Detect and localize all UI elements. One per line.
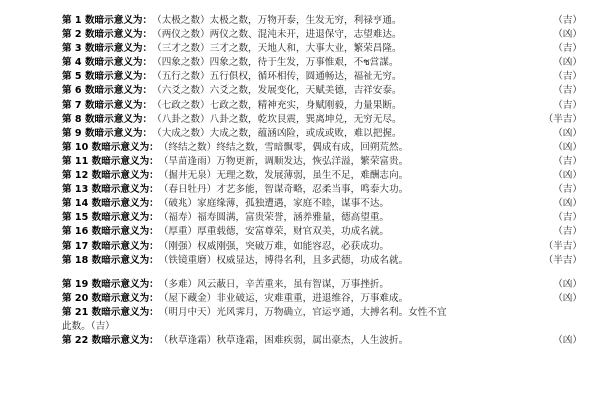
line-description: （六爻之数）六爻之数，发展变化，天赋美德，吉祥安泰。: [152, 85, 402, 97]
line-fortune-tag: （凶）: [553, 57, 582, 69]
text-line-continuation: 此数。（吉）: [62, 320, 115, 332]
line-fortune-tag: （凶）: [553, 29, 582, 41]
line-description: （屋下藏金）非业破运，灾难重重，进退维谷，万事难成。: [158, 292, 409, 304]
line-label: 第 1 数暗示意义为：: [62, 15, 153, 26]
line-description: （大成之数）大成之数，蕴涵凶险，或成或败，难以把握。: [152, 127, 402, 139]
line-label: 第 9 数暗示意义为：: [62, 127, 153, 139]
line-fortune-tag: （凶）: [553, 198, 582, 210]
line-fortune-tag: （吉）: [553, 212, 582, 224]
line-fortune-tag: （凶）: [553, 278, 582, 290]
text-line: [62, 42, 582, 56]
line-fortune-tag: （吉）: [553, 155, 582, 167]
line-description: （铁镜重磨）权威显达，博得名利，且多武德，功成名就。: [158, 254, 409, 266]
line-fortune-tag: （吉）: [553, 99, 582, 111]
text-line: [62, 183, 582, 197]
line-description: （秋草逢霜）秋草逢霜，困难疾弱，属出豪杰，人生波折。: [158, 335, 409, 347]
text-line: [62, 169, 582, 183]
text-line: [62, 14, 582, 28]
line-fortune-tag: （吉）: [553, 226, 582, 238]
line-description: （刚强）权威刚强，突破万难，如能容忍，必获成功。: [158, 240, 390, 252]
line-fortune-tag: （半吉）: [543, 254, 582, 266]
line-label: 第 4 数暗示意义为：: [62, 57, 153, 69]
line-fortune-tag: （吉）: [553, 43, 582, 55]
text-line: [62, 155, 582, 169]
line-label: 第 14 数暗示意义为：: [62, 198, 159, 210]
line-label: 第 16 数暗示意义为：: [62, 226, 159, 238]
line-description: （五行之数）五行俱权，循环相传，圆通畅达，福祉无穷。: [152, 71, 402, 83]
text-line: [62, 141, 582, 155]
text-line: [62, 56, 582, 70]
text-line: [62, 84, 582, 98]
line-description: （破兆）家庭缘薄，孤独遭遇，家庭不睦，谋事不达。: [158, 198, 390, 210]
line-label: 第 8 数暗示意义为：: [62, 113, 153, 125]
line-label: 第 17 数暗示意义为：: [62, 240, 159, 252]
text-line: [62, 306, 582, 320]
line-description: （明月中天）光风霁月，万物确立，官运亨通，大搏名利。女性不宜: [158, 306, 447, 318]
text-line: [62, 28, 582, 42]
line-label: 第 2 数暗示意义为：: [62, 29, 153, 41]
text-line: [62, 211, 582, 225]
line-label: 第 7 数暗示意义为：: [62, 99, 153, 111]
line-label: 第 3 数暗示意义为：: [62, 43, 153, 55]
line-fortune-tag: （半吉）: [543, 240, 582, 252]
line-label: 第 10 数暗示意义为：: [62, 141, 159, 153]
line-fortune-tag: （吉）: [553, 85, 582, 97]
text-line: [62, 292, 582, 306]
line-fortune-tag: （凶）: [553, 292, 582, 304]
text-lines-container: [62, 14, 582, 348]
line-fortune-tag: （吉）: [553, 184, 582, 196]
line-description: （福寿）福寿圆满，富贵荣誉，涵养雅量，德高望重。: [158, 212, 390, 224]
line-description: （三才之数）三才之数，天地人和，大事大业，繁荣昌隆。: [152, 43, 402, 55]
line-description: （两仪之数）两仪之数、混沌未开，进退保守，志望难达。: [152, 29, 402, 41]
line-description: （四象之数）四象之数，待于生发，万事惟艰，不ช営謀。: [152, 57, 399, 69]
line-label: 第 6 数暗示意义为：: [62, 85, 153, 97]
line-description: （旱苗逢雨）万物更新，调顺发达，恢弘洋溢，繁荣富贵。: [158, 155, 409, 167]
text-line: [62, 254, 582, 268]
line-label: 第 15 数暗示意义为：: [62, 212, 159, 224]
text-line: [62, 334, 582, 348]
line-fortune-tag: （凶）: [553, 127, 582, 139]
line-description: （春日牡丹）才艺多能，智谋奇略，忍柔当事，鸣泰大功。: [158, 184, 409, 196]
line-fortune-tag: （凶）: [553, 335, 582, 347]
line-fortune-tag: （吉）: [553, 15, 582, 26]
text-line: [62, 278, 582, 292]
line-fortune-tag: （半吉）: [543, 113, 582, 125]
line-fortune-tag: （凶）: [553, 141, 582, 153]
line-label: 第 18 数暗示意义为：: [62, 254, 159, 266]
text-line: [62, 197, 582, 211]
line-description: （七政之数）七政之数，精神充实，身赋刚毅，力量果断。: [152, 99, 402, 111]
line-label: 第 21 数暗示意义为：: [62, 306, 159, 318]
line-fortune-tag: （吉）: [553, 71, 582, 83]
line-label: 第 13 数暗示意义为：: [62, 184, 159, 196]
line-description: （太极之数）太极之数，万物开泰，生发无穷，利禄亨通。: [152, 15, 402, 26]
line-label: 第 5 数暗示意义为：: [62, 71, 153, 83]
line-label: 第 12 数暗示意义为：: [62, 170, 159, 182]
paragraph-spacer: [62, 268, 582, 278]
line-description: （厚重）厚重载德，安富尊荣，财官双美，功成名就。: [158, 226, 390, 238]
text-line: [62, 113, 582, 127]
line-description: （掘井无泉）无理之数，发展薄弱，虽生不足，难酬志向。: [158, 170, 409, 182]
line-label: 第 11 数暗示意义为：: [62, 155, 159, 167]
text-line: [62, 70, 582, 84]
text-line: [62, 240, 582, 254]
text-line: [62, 127, 582, 141]
line-description: （多难）风云蔽日，辛苦重来，虽有智谋，万事挫折。: [158, 278, 390, 290]
line-label: 第 19 数暗示意义为：: [62, 278, 159, 290]
text-line: [62, 99, 582, 113]
text-line: [62, 225, 582, 239]
line-description: （终结之数）终结之数，雪暗飘零，偶成有成，回朔荒然。: [158, 141, 409, 153]
line-label: 第 22 数暗示意义为：: [62, 335, 159, 347]
line-description: （八卦之数）八卦之数，乾坎艮震，巽离坤兑，无穷无尽。: [152, 113, 402, 125]
line-label: 第 20 数暗示意义为：: [62, 292, 159, 304]
line-fortune-tag: （凶）: [553, 170, 582, 182]
